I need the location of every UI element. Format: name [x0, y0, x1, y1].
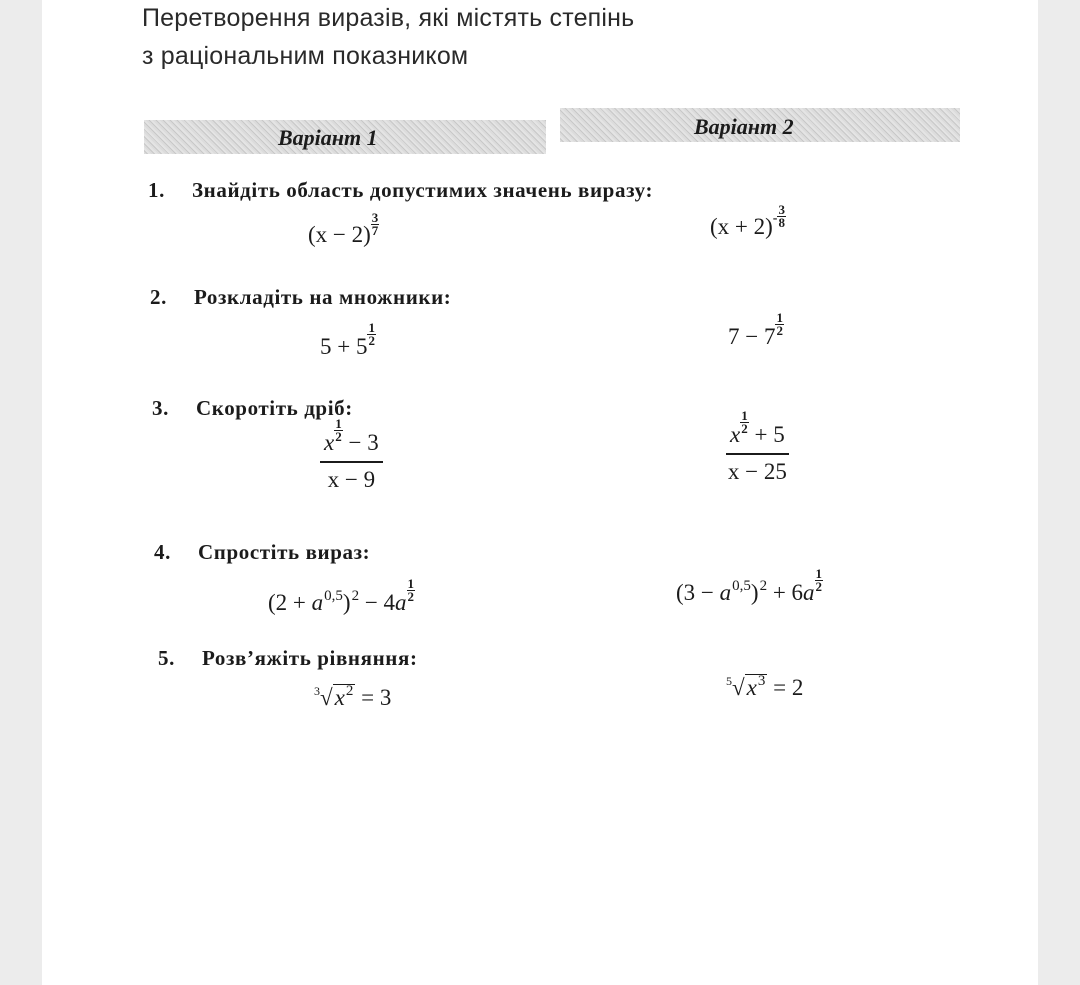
- page-title-line-1: Перетворення виразів, які містять степінь: [142, 4, 635, 32]
- variant-2-heading: Варіант 2: [694, 114, 794, 139]
- task-number: 4.: [154, 540, 171, 564]
- fraction-exponent: $\frac{1}{2}$: [368, 320, 375, 349]
- task-5-variant-2-equation: $^5√x^3 = 2$: [726, 673, 804, 700]
- fraction-exponent: $\frac{1}{2}$: [776, 310, 783, 339]
- task-number: 1.: [148, 178, 165, 202]
- task-text: Спростіть вираз:: [198, 540, 371, 564]
- task-text: Розкладіть на множники:: [194, 285, 452, 309]
- fraction-exponent: $\frac{3}{8}$: [778, 202, 785, 231]
- task-5-variant-1-equation: $^3√x^2 = 3$: [314, 683, 392, 710]
- task-number: 2.: [150, 285, 167, 309]
- task-number: 3.: [152, 396, 169, 420]
- task-1: [148, 178, 653, 203]
- expr-base: (x + 2): [710, 214, 773, 239]
- task-1-variant-1-expression: [308, 210, 379, 249]
- task-4-variant-2-expression: $(3 - a^{0,5})^2 + 6a$ $\frac{1}{2}$: [676, 566, 823, 605]
- root-index: 5: [726, 674, 732, 688]
- task-3-variant-2-fraction: x $\frac{1}{2}$ + 5 x − 25: [727, 408, 787, 485]
- task-number: 5.: [158, 646, 175, 670]
- task-1-variant-2-expression: (x + 2)- $\frac{3}{8}$: [710, 202, 785, 239]
- worksheet-page: [42, 0, 1038, 985]
- expr-base: (x − 2): [308, 222, 371, 247]
- task-4: [154, 540, 370, 565]
- root-index: 3: [314, 684, 320, 698]
- task-4-variant-1-expression: $(2 + a^{0,5})^2 - 4a$ $\frac{1}{2}$: [268, 576, 415, 615]
- task-2-variant-1-expression: 5 + 5 $\frac{1}{2}$: [320, 320, 375, 359]
- page-title-line-2: з раціональним показником: [142, 42, 469, 70]
- task-3: [152, 396, 353, 421]
- task-2-variant-2-expression: 7 − 7 $\frac{1}{2}$: [728, 310, 783, 349]
- task-text: Розв’яжіть рівняння:: [202, 646, 418, 670]
- task-2: [150, 285, 451, 310]
- task-3-variant-1-fraction: x $\frac{1}{2}$ − 3 x − 9: [320, 430, 383, 493]
- task-5: [158, 646, 418, 671]
- fraction-exponent: $\frac{3}{7}$: [371, 210, 379, 239]
- task-text: Скоротіть дріб:: [196, 396, 353, 420]
- task-text: Знайдіть область допустимих значень виразу:: [192, 178, 654, 202]
- variant-1-heading: Варіант 1: [278, 125, 378, 150]
